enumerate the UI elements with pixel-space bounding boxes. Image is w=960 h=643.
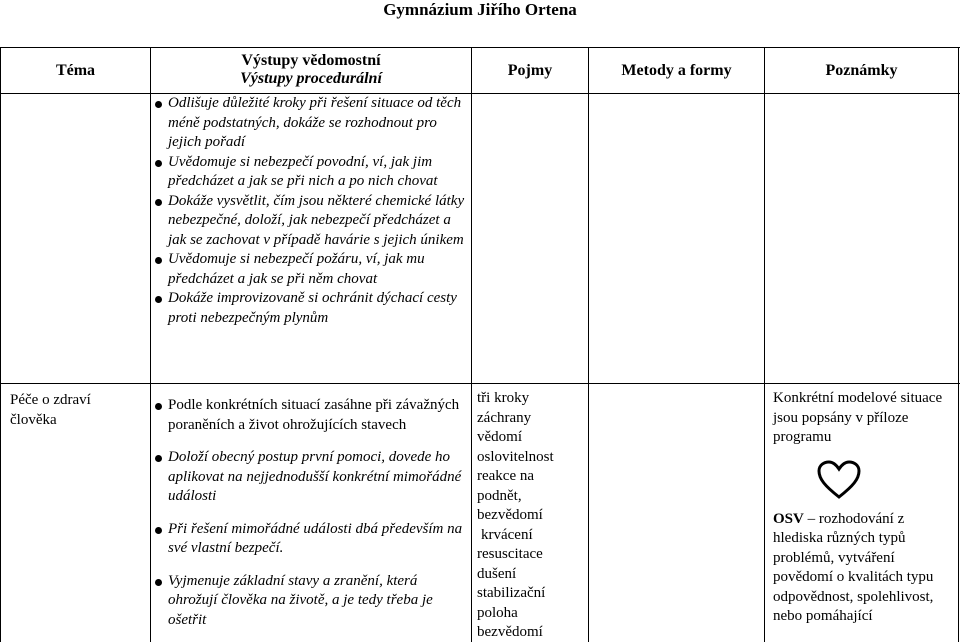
pojem-item: podnět, [477, 487, 522, 504]
bullet-icon [155, 296, 162, 303]
list-item: Dokáže improvizovaně si ochránit dýchací cesty proti nebezpečným plynům [152, 289, 468, 328]
header-poznamky: Poznámky [825, 62, 898, 79]
col-divider-vystupy [471, 47, 472, 642]
section2-poznamky [773, 389, 953, 627]
header-pojmy: Pojmy [507, 62, 553, 79]
col-divider-tema [150, 47, 151, 642]
pojem-item: stabilizační [477, 585, 546, 601]
bullet-icon [155, 160, 162, 167]
section2-metody [589, 384, 764, 642]
table-top-border [0, 47, 960, 48]
bullet-icon [155, 579, 162, 586]
pojem-item: bezvědomí [477, 624, 543, 640]
section2-tema: Péče o zdraví člověka [10, 392, 91, 428]
pojem-item: vědomí [477, 429, 522, 445]
pojem-item: resuscitace [477, 546, 543, 562]
bullet-icon [155, 101, 162, 108]
section1-outputs [152, 94, 468, 328]
table-right-border [958, 47, 959, 642]
osv-text: – rozhodování z hlediska různých typů problémů, vytváření povědomí o kvalitách typu odpovědnost, spolehlivost, nebo pomáhající [773, 510, 934, 624]
pojem-item: záchrany [477, 409, 532, 426]
list-item: Uvědomuje si nebezpečí požáru, ví, jak mu předcházet a jak se při něm chovat [152, 250, 468, 289]
bullet-icon [155, 199, 162, 206]
section2-pojmy [477, 389, 585, 643]
header-vystupy-proceduralni: Výstupy procedurální [240, 70, 382, 87]
pojem-item: tři kroky [477, 390, 530, 406]
bullet-icon [155, 527, 162, 534]
header-metody: Metody a formy [621, 62, 732, 79]
osv-label: OSV [773, 510, 804, 527]
document-title: Gymnázium Jiřího Ortena [383, 0, 577, 19]
heart-outline-icon [817, 460, 861, 500]
list-item: Podle konkrétních situací zasáhne při závažných poraněních a život ohrožujících stavech [152, 396, 468, 435]
list-item: Odlišuje důležité kroky při řešení situace od těch méně podstatných, dokáže se rozhodnout pro jejich pořadí [152, 94, 468, 153]
pojem-item: reakce na [477, 468, 535, 484]
pojem-item: krvácení [481, 526, 533, 543]
table-left-border [0, 47, 1, 642]
list-item: Při řešení mimořádné události dbá především na své vlastní bezpečí. [152, 520, 468, 559]
poznamky-intro: Konkrétní modelové situace jsou popsány v příloze programu [773, 390, 943, 445]
section2-outputs [152, 396, 468, 630]
pojem-item: dušení [477, 565, 517, 582]
header-bottom-border [0, 93, 960, 94]
header-vystupy-vedomostni: Výstupy vědomostní [241, 52, 381, 69]
list-item: Vyjmenuje základní stavy a zranění, která ohrožují člověka na životě, a je tedy třeba je ošetřit [152, 572, 468, 631]
list-item: Uvědomuje si nebezpečí povodní, ví, jak jim předcházet a jak se při nich a po nich chovat [152, 153, 468, 192]
bullet-icon [155, 257, 162, 264]
col-divider-metody [764, 47, 765, 642]
pojem-item: bezvědomí [477, 507, 543, 523]
list-item: Dokáže vysvětlit, čím jsou některé chemické látky nebezpečné, doloží, jak nebezpečí předcházet a jak se zachovat v případě havárie s jejich únikem [152, 192, 468, 251]
header-vystupy [151, 52, 471, 88]
section-divider [0, 383, 960, 384]
pojem-item: poloha [477, 604, 518, 621]
list-item: Doloží obecný postup první pomoci, dovede ho aplikovat na nejjednodušší konkrétní mimořádné události [152, 448, 468, 507]
header-tema: Téma [55, 62, 96, 79]
poznamky-osv [773, 510, 953, 627]
bullet-icon [155, 455, 162, 462]
bullet-icon [155, 403, 162, 410]
pojem-item: oslovitelnost [477, 448, 554, 465]
